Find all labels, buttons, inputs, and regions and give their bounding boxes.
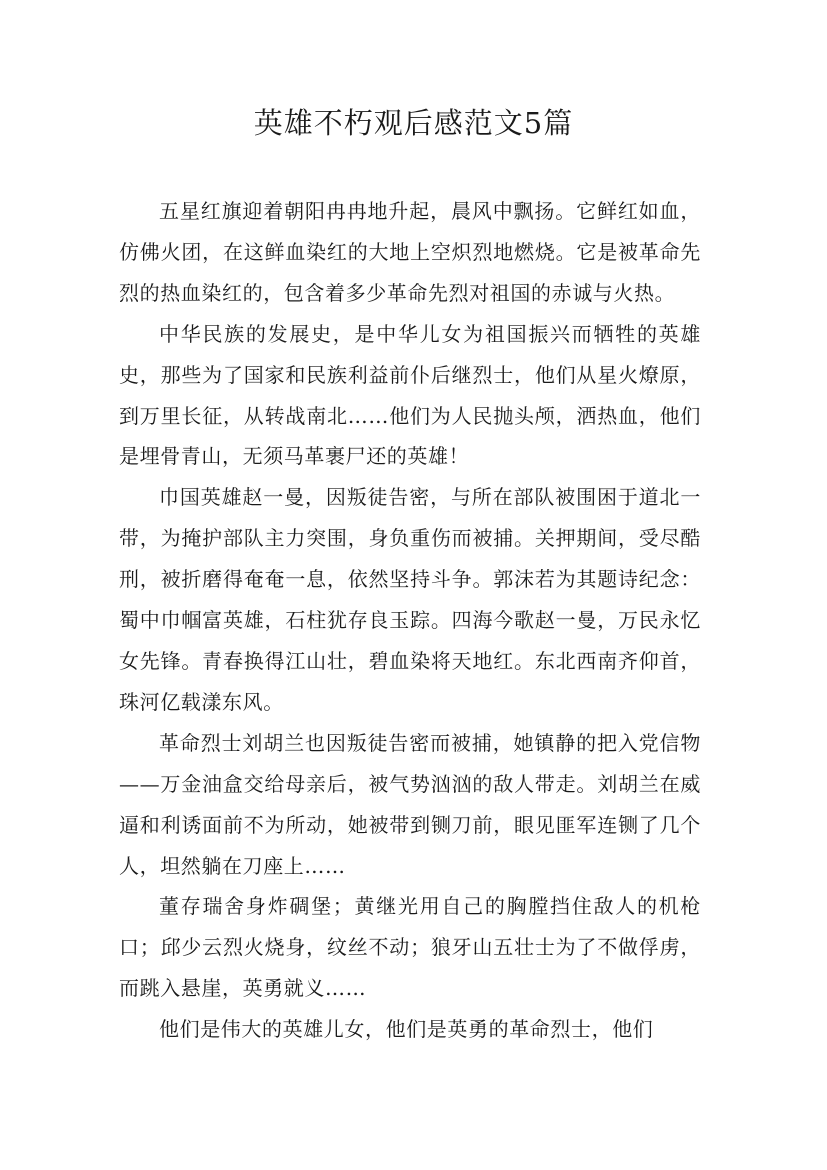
paragraph: 巾国英雄赵一曼，因叛徒告密，与所在部队被围困于道北一带，为掩护部队主力突围，身负重伤而被捕。关押期间，受尽酷刑，被折磨得奄奄一息，依然坚持斗争。郭沫若为其题诗纪念：蜀中巾帼富英雄，石柱犹存良玉踪。四海今歌赵一曼，万民永忆女先锋。青春换得江山壮，碧血染将天地红。东北西南齐仰首，珠河亿载漾东风。 [119, 485, 701, 714]
paragraph: 他们是伟大的英雄儿女，他们是英勇的革命烈士，他们 [159, 1017, 654, 1042]
paragraph: 五星红旗迎着朝阳冉冉地升起，晨风中飘扬。它鲜红如血，仿佛火团，在这鲜血染红的大地上空炽烈地燃烧。它是被革命先烈的热血染红的，包含着多少革命先烈对祖国的赤诚与火热。 [119, 199, 701, 305]
document-body [119, 191, 701, 1050]
paragraph: 革命烈士刘胡兰也因叛徒告密而被捕，她镇静的把入党信物——万金油盒交给母亲后，被气势汹汹的敌人带走。刘胡兰在威逼和利诱面前不为所动，她被带到铡刀前，眼见匪军连铡了几个人，坦然躺在刀座上…… [119, 730, 701, 878]
paragraph: 中华民族的发展史，是中华儿女为祖国振兴而牺牲的英雄史，那些为了国家和民族利益前仆后继烈士，他们从星火燎原，到万里长征，从转战南北……他们为人民抛头颅，洒热血，他们是埋骨青山，无须马革裹尸还的英雄！ [119, 321, 701, 469]
paragraph: 董存瑞舍身炸碉堡；黄继光用自己的胸膛挡住敌人的机枪口；邱少云烈火烧身，纹丝不动；狼牙山五壮士为了不做俘虏，而跳入悬崖，英勇就义…… [119, 894, 701, 1001]
document-title: 英雄不朽观后感范文5篇 [253, 106, 574, 140]
